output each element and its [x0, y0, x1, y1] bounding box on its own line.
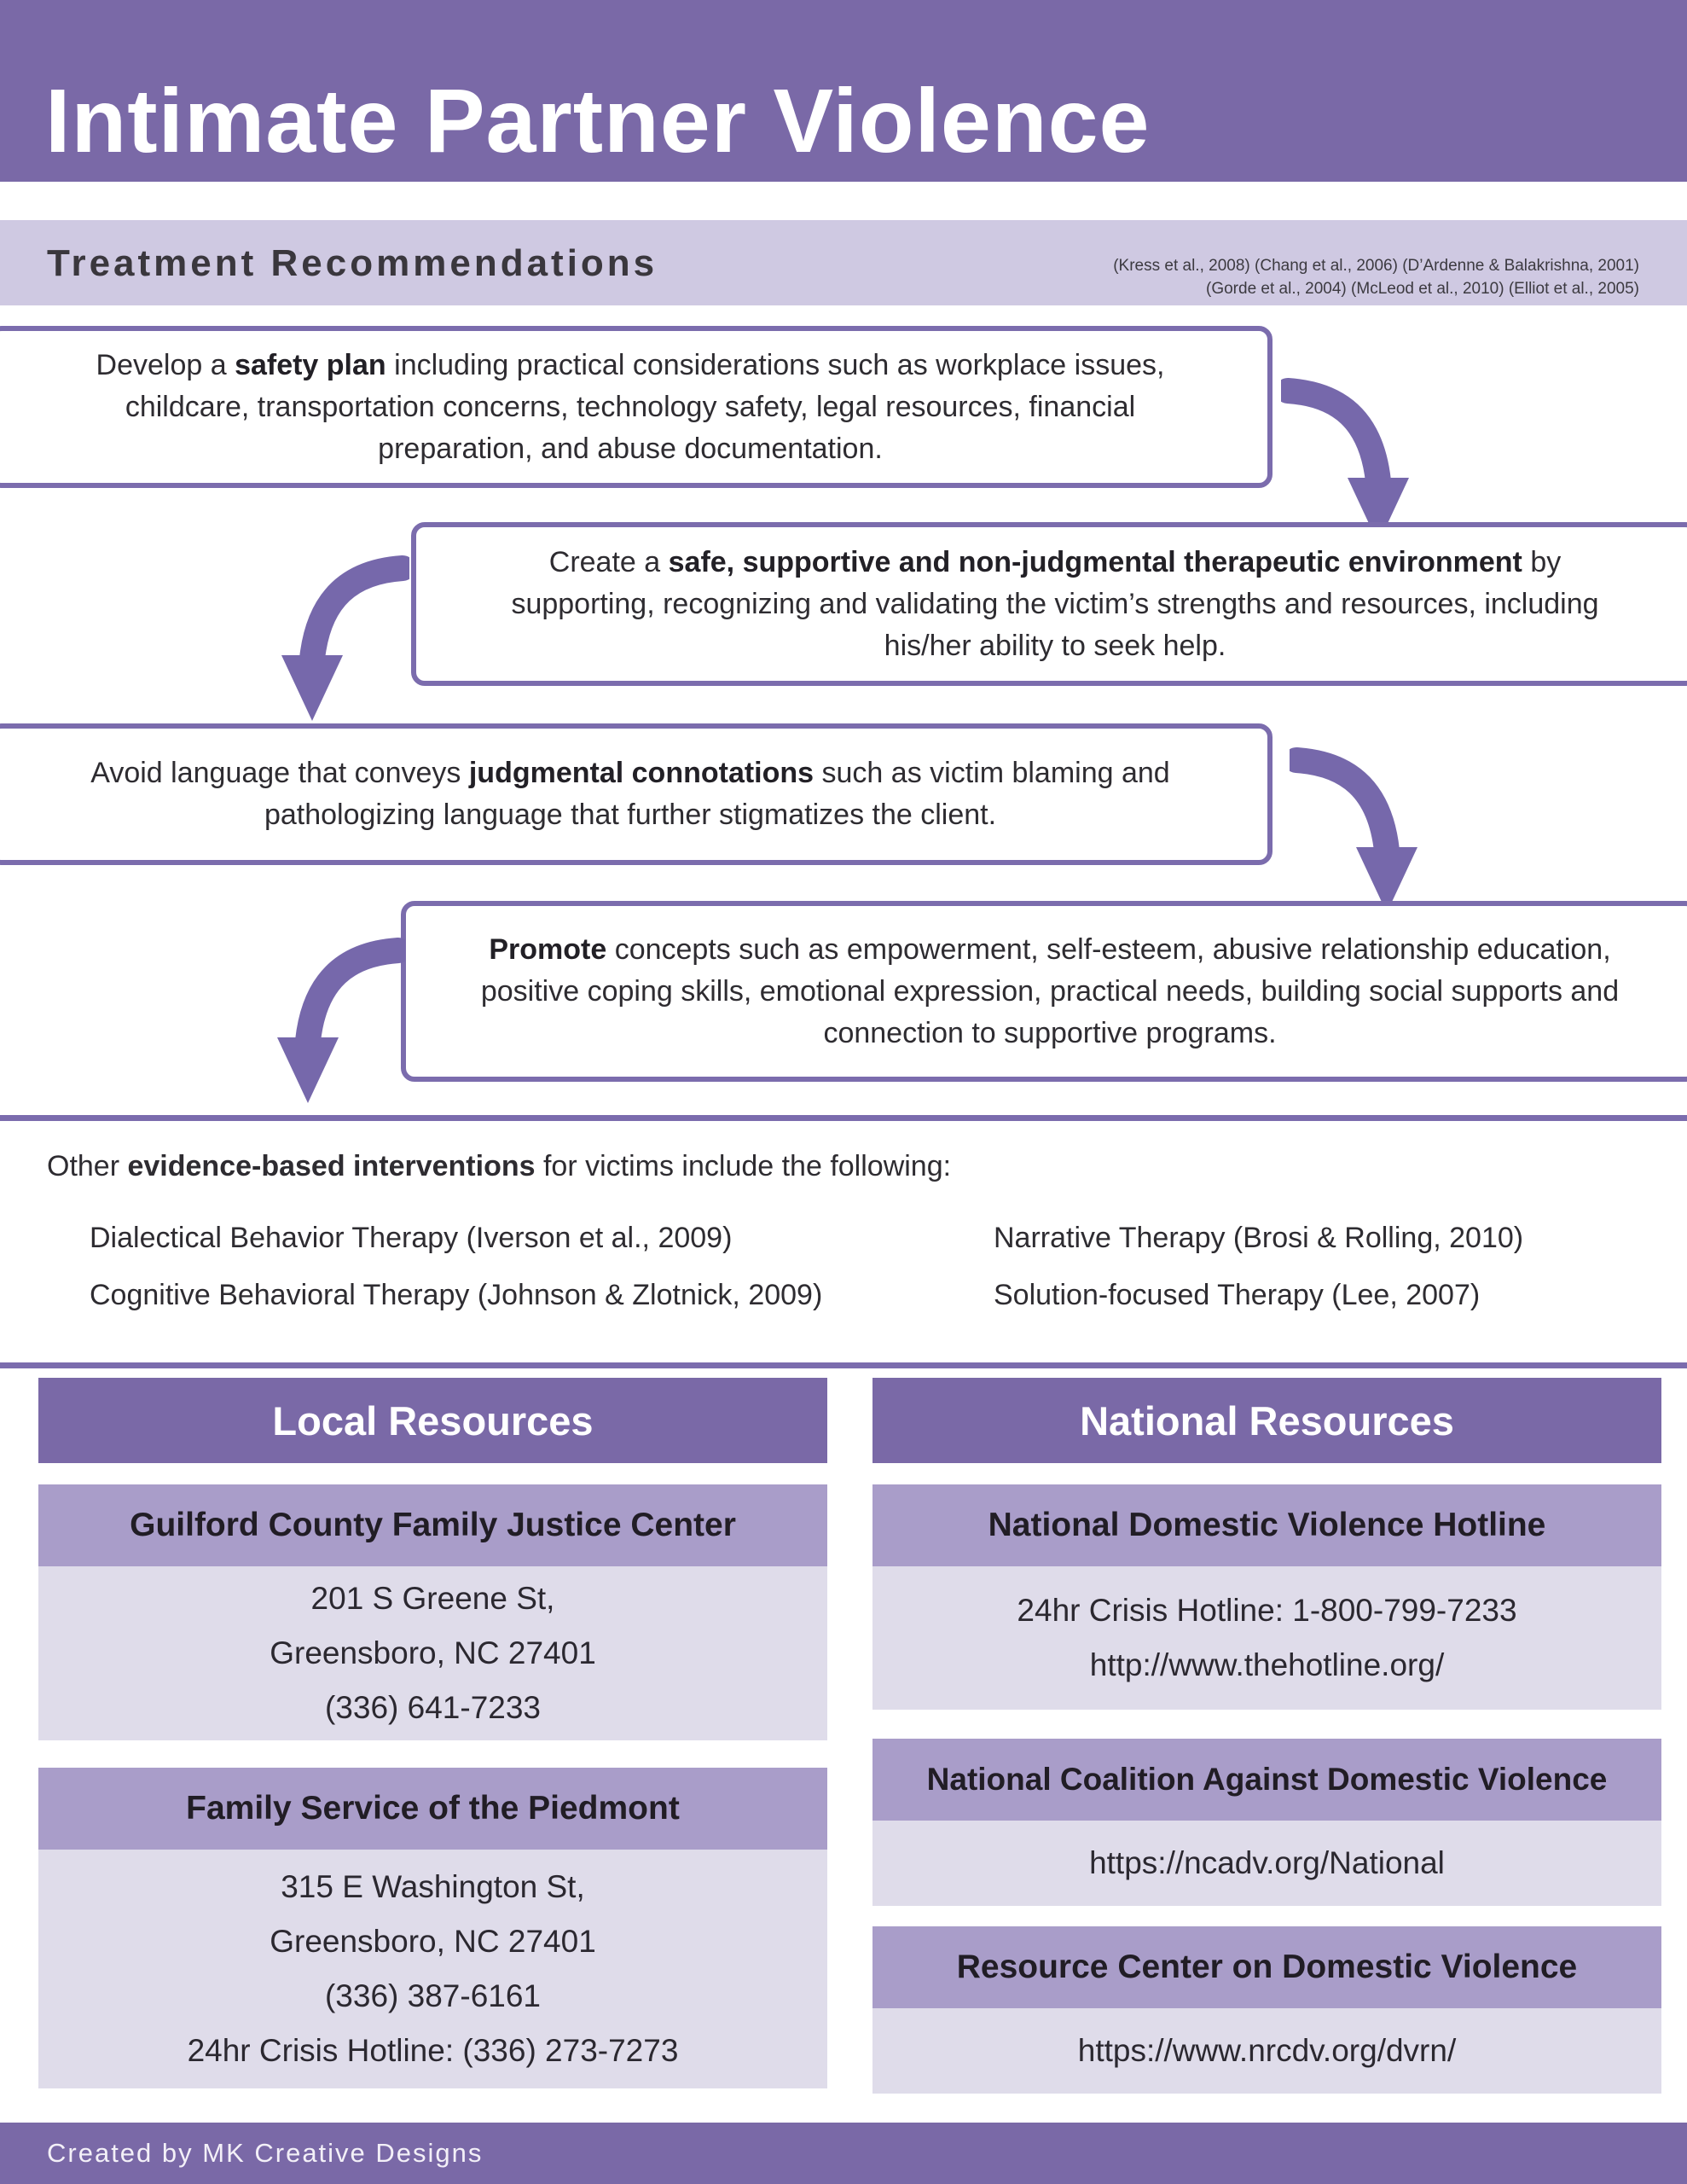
resource-details: 201 S Greene St, Greensboro, NC 27401 (336) 641-7233: [38, 1566, 827, 1740]
flow-box-text: Avoid language that conveys judgmental connotations such as victim blaming and pathologizing language that further stigmatizes the client.: [90, 757, 1170, 831]
flow-box-text: Develop a safety plan including practical considerations such as workplace issues, childcare, transportation concerns, technology safety, legal resources, financial preparation, and abuse documentation.: [96, 348, 1165, 465]
evidence-heading: Other evidence-based interventions for victims include the following:: [47, 1150, 952, 1182]
treatment-recommendations-band: [0, 220, 1687, 305]
resource-details: 315 E Washington St, Greensboro, NC 27401 (336) 387-6161 24hr Crisis Hotline: (336) 273-7273: [38, 1850, 827, 2088]
citations-line-2: (Gorde et al., 2004) (McLeod et al., 2010) (Elliot et al., 2005): [1206, 280, 1639, 298]
resource-details: 24hr Crisis Hotline: 1-800-799-7233 http://www.thehotline.org/: [872, 1566, 1661, 1710]
citations: [1113, 254, 1639, 300]
flow-box-therapeutic-environment: [411, 522, 1687, 686]
resource-details: https://ncadv.org/National: [872, 1821, 1661, 1906]
flow-box-text: Promote concepts such as empowerment, self-esteem, abusive relationship education, positive coping skills, emotional expression, practical needs, building social supports and connection to supportive programs.: [480, 932, 1620, 1049]
resource-name-resource-center-on-domestic-violence: Resource Center on Domestic Violence: [872, 1926, 1661, 2008]
divider-line: [0, 1362, 1687, 1368]
flow-box-text: Create a safe, supportive and non-judgmental therapeutic environment by supporting, recognizing and validating the victim’s strengths and resources, including his/her ability to seek help.: [511, 545, 1599, 662]
evidence-items-left: Dialectical Behavior Therapy (Iverson et al., 2009) Cognitive Behavioral Therapy (Johnson & Zlotnick, 2009): [90, 1222, 823, 1311]
flow-box-promote-concepts: [401, 901, 1687, 1082]
credit-text: Created by MK Creative Designs: [47, 2138, 484, 2168]
citations-line-1: (Kress et al., 2008) (Chang et al., 2006) (D’Ardenne & Balakrishna, 2001): [1113, 257, 1639, 275]
footer-bar: [0, 2123, 1687, 2184]
title-bar: [0, 0, 1687, 182]
page-title: Intimate Partner Violence: [45, 71, 1151, 171]
resource-name-family-service-of-the-piedmont: Family Service of the Piedmont: [38, 1768, 827, 1850]
evidence-items-right: Narrative Therapy (Brosi & Rolling, 2010) Solution-focused Therapy (Lee, 2007): [994, 1222, 1524, 1311]
curved-arrow-down-icon: [277, 928, 405, 1124]
flow-box-judgmental-connotations: [0, 723, 1272, 865]
resource-name-national-domestic-violence-hotline: National Domestic Violence Hotline: [872, 1484, 1661, 1566]
section-title: Treatment Recommendations: [47, 242, 658, 284]
resource-name-guilford-county-family-justice-center: Guilford County Family Justice Center: [38, 1484, 827, 1566]
resource-name-national-coalition-against-domestic-violence: National Coalition Against Domestic Violence: [872, 1739, 1661, 1821]
curved-arrow-down-icon: [281, 546, 409, 742]
resource-details: https://www.nrcdv.org/dvrn/: [872, 2008, 1661, 2094]
national-resources-header: National Resources: [872, 1378, 1661, 1463]
local-resources-header: Local Resources: [38, 1378, 827, 1463]
flow-box-safety-plan: [0, 326, 1272, 488]
divider-line: [0, 1115, 1687, 1121]
